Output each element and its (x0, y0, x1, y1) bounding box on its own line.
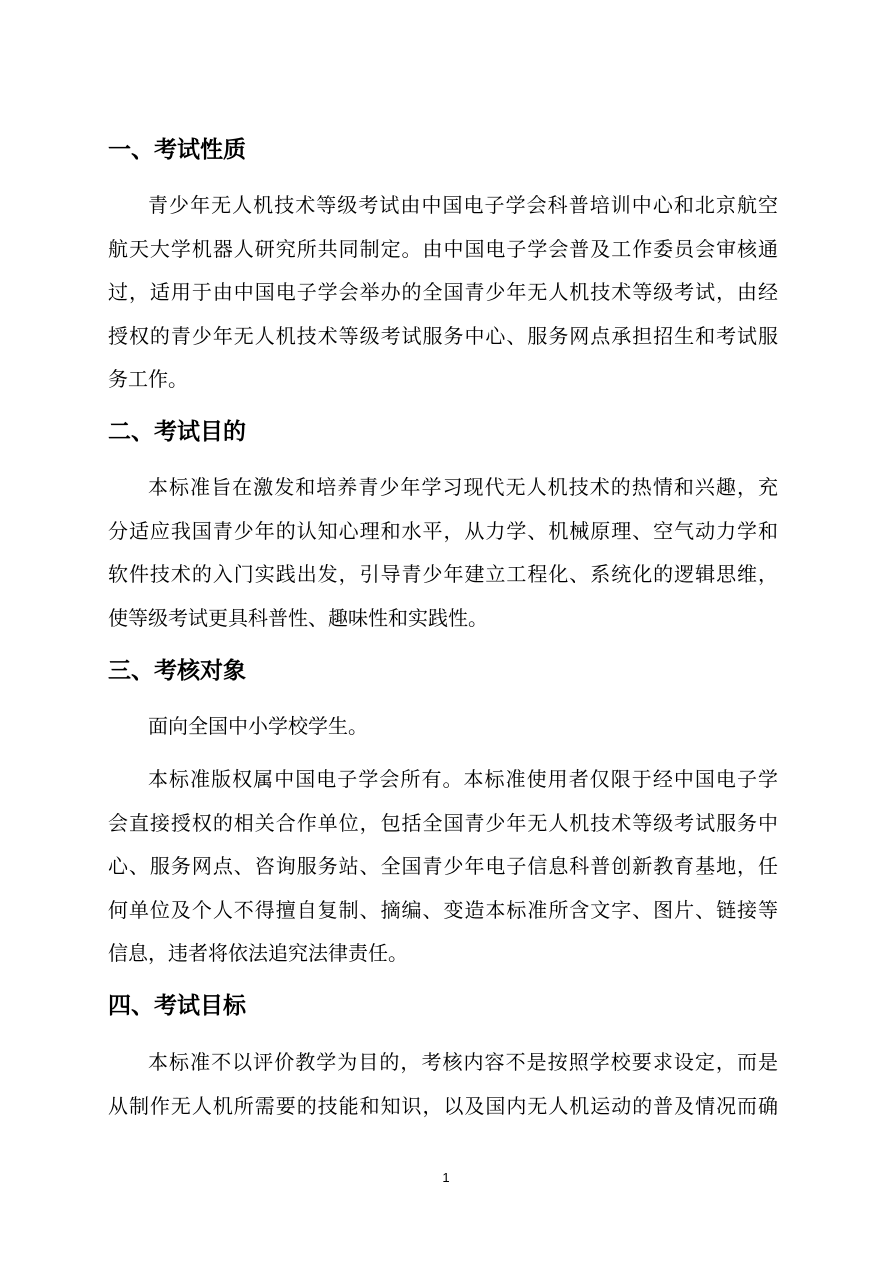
text-line: 软件技术的入门实践出发，引导青少年建立工程化、系统化的逻辑思维， (108, 562, 778, 586)
section-2-paragraph (108, 466, 778, 640)
section-3-paragraph-1 (108, 705, 778, 749)
text-line: 何单位及个人不得擅自复制、摘编、变造本标准所含文字、图片、链接等 (108, 897, 778, 922)
section-4-heading: 四、考试目标 (108, 993, 246, 1019)
page-number: 1 (442, 1170, 450, 1185)
text-line: 本标准旨在激发和培养青少年学习现代无人机技术的热情和兴趣，充 (148, 475, 778, 499)
text-line: 青少年无人机技术等级考试由中国电子学会科普培训中心和北京航空 (148, 193, 778, 217)
section-1-heading: 一、考试性质 (108, 137, 246, 163)
text-line: 务工作。 (108, 367, 188, 391)
text-line: 授权的青少年无人机技术等级考试服务中心、服务网点承担招生和考试服 (108, 323, 778, 348)
text-line: 从制作无人机所需要的技能和知识，以及国内无人机运动的普及情况而确 (108, 1093, 778, 1118)
text-line: 使等级考试更具科普性、趣味性和实践性。 (108, 605, 488, 630)
text-line: 本标准版权属中国电子学会所有。本标准使用者仅限于经中国电子学 (148, 767, 778, 791)
section-3-heading: 三、考核对象 (108, 658, 246, 684)
section-1-paragraph (108, 184, 778, 402)
text-line: 信息，违者将依法追究法律责任。 (108, 941, 408, 965)
section-3-paragraph-2 (108, 758, 778, 976)
text-line: 本标准不以评价教学为目的，考核内容不是按照学校要求设定，而是 (148, 1050, 778, 1074)
section-2-heading: 二、考试目的 (108, 419, 246, 445)
section-4-paragraph (108, 1041, 778, 1128)
text-line: 心、服务网点、咨询服务站、全国青少年电子信息科普创新教育基地，任 (108, 854, 778, 878)
text-line: 过，适用于由中国电子学会举办的全国青少年无人机技术等级考试，由经 (108, 280, 778, 304)
text-line: 航天大学机器人研究所共同制定。由中国电子学会普及工作委员会审核通 (108, 236, 778, 261)
text-line: 面向全国中小学校学生。 (148, 714, 368, 738)
text-line: 会直接授权的相关合作单位，包括全国青少年无人机技术等级考试服务中 (108, 810, 778, 835)
text-line: 分适应我国青少年的认知心理和水平，从力学、机械原理、空气动力学和 (108, 518, 778, 543)
